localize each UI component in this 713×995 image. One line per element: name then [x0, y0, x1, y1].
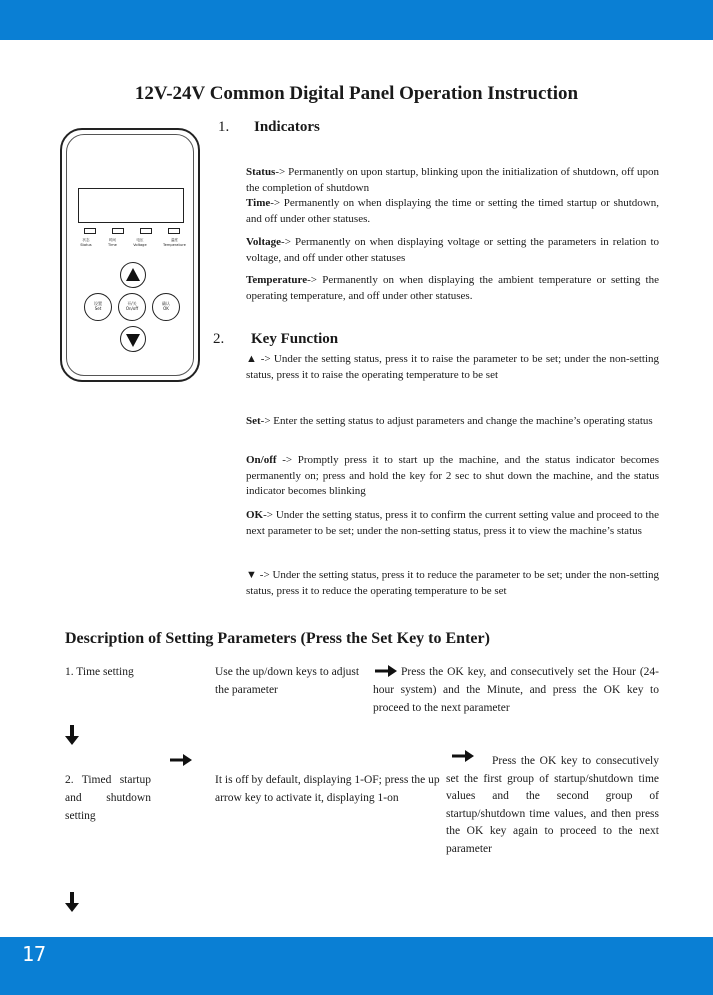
status-led-icon	[84, 228, 96, 234]
header-band	[0, 0, 713, 40]
onoff-key-icon	[118, 293, 146, 321]
indicators-heading: 1. Indicators	[218, 119, 320, 135]
right-arrow-icon	[170, 754, 192, 766]
indicator-label-row	[72, 238, 194, 247]
timed-startup-setting-label: 2. Timed startup and shutdown setting	[65, 774, 151, 822]
timed-startup-step1: It is off by default, displaying 1-OF; press the up arrow key to activate it, displaying 1-on	[215, 774, 440, 804]
led-label-status: 状态 Status	[80, 238, 92, 247]
set-key-label: 设置 Set	[94, 301, 102, 311]
indicator-time-text: Time-> Permanently on when displaying the time or setting the timed startup or shutdown, and off under other statuses.	[246, 197, 659, 225]
indicator-temperature-text: Temperature-> Permanently on when displaying the ambient temperature or setting the operating temperature, and off under other statuses.	[246, 274, 659, 302]
key-function-heading: 2. Key Function	[213, 331, 339, 347]
timed-startup-step2: Press the OK key to consecutively set the first group of startup/shutdown time values and the second group of startup/shutdown time values, and then press the OK key again to proceed to the next parameter	[446, 755, 659, 855]
key-down-text: ▼ -> Under the setting status, press it to reduce the parameter to be set; under the non-setting status, press it to reduce the operating temperature to be set	[246, 569, 660, 597]
led-label-voltage: 电压 Voltage	[133, 238, 147, 247]
key-onoff-text: On/off -> Promptly press it to start up the machine, and the status indicator becomes permanently on; press and hold the key for 2 sec to shut down the machine, and the status indicator becomes blinking	[246, 454, 659, 497]
down-key-icon	[120, 326, 146, 352]
indicator-voltage-text: Voltage-> Permanently on when displaying voltage or setting the parameters in relation to voltage, and off under other statuses	[246, 236, 659, 264]
set-key-icon	[84, 293, 112, 321]
time-setting-label: 1. Time setting	[65, 666, 134, 678]
page-title: 12V-24V Common Digital Panel Operation Instruction	[134, 83, 579, 104]
down-arrow-icon	[65, 725, 79, 745]
ok-key-icon	[152, 293, 180, 321]
indicator-status-text: Status-> Permanently on upon startup, blinking upon the initialization of shutdown, off upon the completion of shutdown	[246, 166, 659, 194]
panel-display-screen	[78, 188, 184, 223]
led-label-time: 时间 Time	[108, 238, 117, 247]
temperature-led-icon	[168, 228, 180, 234]
ok-key-label: 确认 OK	[162, 301, 170, 311]
key-set-text: Set-> Enter the setting status to adjust parameters and change the machine’s operating status	[246, 415, 653, 427]
time-led-icon	[112, 228, 124, 234]
page-number: 17	[22, 942, 47, 966]
time-setting-step2: Press the OK key, and consecutively set the Hour (24-hour system) and the Minute, and press the OK key to proceed to the next parameter	[373, 666, 659, 714]
up-triangle-icon	[126, 268, 140, 281]
key-up-text: ▲ -> Under the setting status, press it to raise the parameter to be set; under the non-setting status, press it to raise the operating temperature to be set	[246, 353, 659, 381]
led-label-temperature: 温度 Temperature	[163, 238, 186, 247]
footer-band	[0, 937, 713, 995]
settings-heading: Description of Setting Parameters (Press the Set Key to Enter)	[65, 630, 490, 647]
indicator-led-row	[76, 228, 188, 234]
key-ok-text: OK-> Under the setting status, press it to confirm the current setting value and proceed to the next parameter to be set; under the non-setting status, press it to view the machine’s status	[246, 509, 659, 537]
down-triangle-icon	[126, 334, 140, 347]
down-arrow-icon	[65, 892, 79, 912]
up-key-icon	[120, 262, 146, 288]
time-setting-step1: Use the up/down keys to adjust the parameter	[215, 666, 360, 696]
onoff-key-label: 开/关 On/off	[125, 301, 139, 311]
voltage-led-icon	[140, 228, 152, 234]
controller-panel-illustration	[60, 128, 200, 382]
